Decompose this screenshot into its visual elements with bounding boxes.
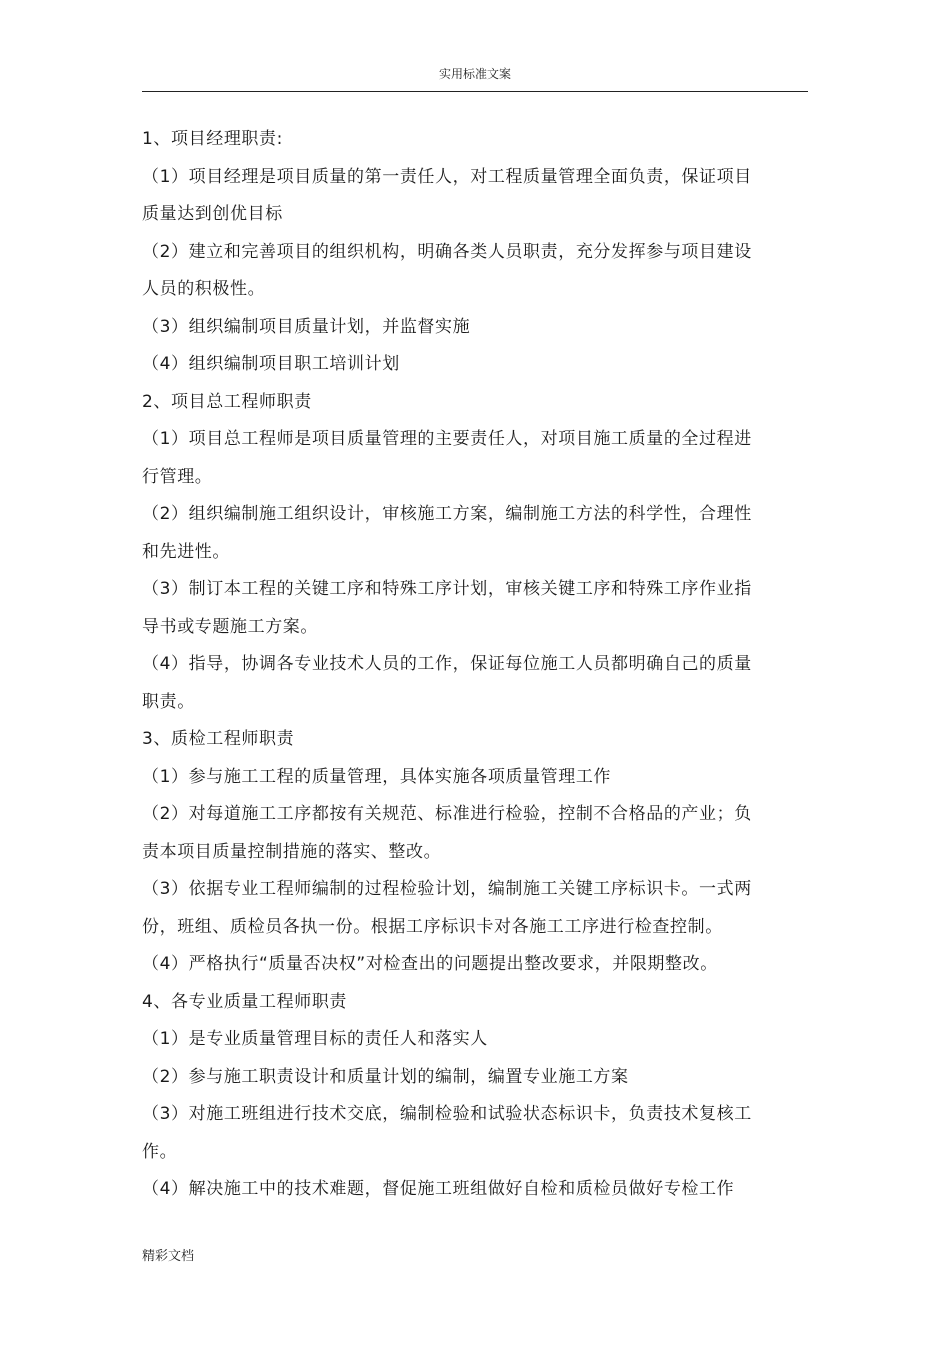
page-header: 实用标准文案	[438, 67, 511, 81]
text-line: （1）是专业质量管理目标的责任人和落实人	[142, 1029, 488, 1049]
text-line: （3）组织编制项目质量计划，并监督实施	[142, 316, 471, 337]
text-line: 质量达到创优目标	[142, 204, 283, 224]
text-line: （3）制订本工程的关键工序和特殊工序计划，审核关键工序和特殊工序作业指	[142, 579, 752, 599]
text-line: 和先进性。	[142, 541, 230, 562]
text-line: （2）对每道施工工序都按有关规范、标准进行检验，控制不合格品的产业；负	[142, 804, 752, 824]
text-line: （2）参与施工职责设计和质量计划的编制，编置专业施工方案	[142, 1066, 629, 1087]
text-line: 人员的积极性。	[142, 279, 266, 299]
text-line: （4）解决施工中的技术难题，督促施工班组做好自检和质检员做好专检工作	[142, 1179, 735, 1199]
text-line: 2、项目总工程师职责	[142, 391, 312, 412]
text-line: （3）对施工班组进行技术交底，编制检验和试验状态标识卡，负责技术复核工	[142, 1104, 752, 1124]
text-line: 3、质检工程师职责	[142, 729, 295, 749]
document-body	[142, 121, 772, 1209]
text-line: （4）指导，协调各专业技术人员的工作，保证每位施工人员都明确自己的质量	[142, 654, 752, 674]
text-line: 导书或专题施工方案。	[142, 616, 318, 637]
text-line: （2）组织编制施工组织设计，审核施工方案，编制施工方法的科学性，合理性	[142, 504, 752, 524]
text-line: （4）组织编制项目职工培训计划	[142, 354, 400, 374]
text-line: （1）项目经理是项目质量的第一责任人，对工程质量管理全面负责，保证项目	[142, 166, 752, 187]
text-line: 1、项目经理职责:	[142, 129, 283, 149]
text-line: （1）参与施工工程的质量管理，具体实施各项质量管理工作	[142, 766, 612, 787]
text-line: （2）建立和完善项目的组织机构，明确各类人员职责，充分发挥参与项目建设	[142, 241, 752, 262]
text-line: 行管理。	[142, 466, 213, 487]
text-line: 责本项目质量控制措施的落实、整改。	[142, 841, 442, 862]
header-divider	[142, 91, 808, 92]
text-line: 份，班组、质检员各执一份。根据工序标识卡对各施工工序进行检查控制。	[142, 916, 723, 937]
text-line: （3）依据专业工程师编制的过程检验计划，编制施工关键工序标识卡。一式两	[142, 879, 752, 899]
text-line: 职责。	[142, 691, 195, 712]
text-line: （4）严格执行“质量否决权”对检查出的问题提出整改要求，并限期整改。	[142, 954, 718, 974]
page-footer: 精彩文档	[142, 1249, 195, 1264]
text-line: 4、各专业质量工程师职责	[142, 991, 348, 1012]
text-line: （1）项目总工程师是项目质量管理的主要责任人，对项目施工质量的全过程进	[142, 429, 752, 449]
text-line: 作。	[142, 1141, 178, 1162]
